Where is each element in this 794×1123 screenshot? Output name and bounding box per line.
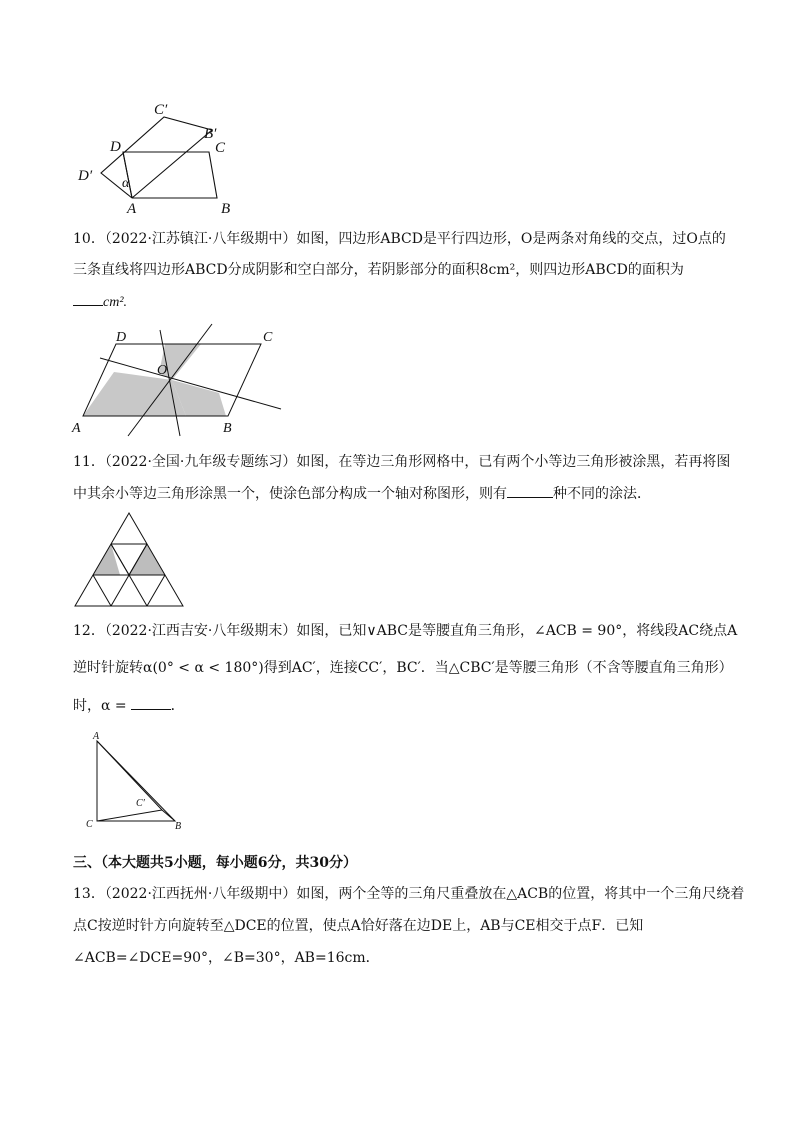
label-c: C [86,819,93,830]
q11-answer-blank[interactable] [507,483,553,498]
figure-q11 [75,512,185,608]
q12-line1: 12．（2022·江西吉安·八年级期末）如图，已知∨ABC是等腰直角三角形，∠ACB = 90°，将线段AC绕点A [73,623,738,639]
q12-answer-blank[interactable] [131,695,171,710]
label-b: B [221,201,231,217]
q11-line2-b: 种不同的涂法． [553,486,651,502]
q13-line3: ∠ACB=∠DCE=90°，∠B=30°，AB=16cm． [73,950,380,966]
label-o: O [157,363,168,378]
fig12-ac-prime [97,741,162,810]
section-3-title: 三、（本大题共5小题，每小题6分，共30分） [73,855,357,871]
label-a: A [72,421,81,436]
label-b: B [223,421,232,436]
label-a: A [93,731,100,742]
label-alpha: α [122,176,130,191]
fig9-abcd [123,152,217,198]
q11-line1: 11．（2022·全国·九年级专题练习）如图，在等边三角形网格中，已有两个小等边三角形被涂黑，若再将图 [73,454,731,470]
q11-line2 [73,483,733,504]
q10-line3 [73,291,733,313]
q13-line2: 点C按逆时针方向旋转至△DCE的位置，使点A恰好落在边DE上，AB与CE相交于点F．已知 [73,918,644,934]
fig11-shaded-left [93,544,120,575]
q11-line2-a: 中其余小等边三角形涂黑一个，使涂色部分构成一个轴对称图形，则有 [73,486,507,502]
fig12-bc-prime [162,810,175,821]
q13-line1: 13．（2022·江西抚州·八年级期中）如图，两个全等的三角尺重叠放在△ACB的位置，将其中一个三角尺绕着 [73,886,745,902]
label-b: B [175,821,182,832]
q10-unit: cm². [103,295,128,310]
q12-line3-a: 时，α = [73,698,127,714]
fig12-cc-prime [97,810,162,821]
q10-line2: 三条直线将四边形ABCD分成阴影和空白部分，若阴影部分的面积8cm²，则四边形ABCD的面积为 [73,262,684,278]
label-c: C [215,140,226,156]
label-a: A [127,201,137,217]
fig11-shaded-right [129,544,165,575]
q12-line3 [73,695,733,716]
q12-line2: 逆时针旋转α(0° < α < 180°)得到AC′，连接CC′，BC′．当△CBC′是等腰三角形（不含等腰直角三角形） [73,660,733,676]
label-c: C [263,330,273,345]
figure-q10 [68,318,308,438]
label-c-prime: C′ [154,102,168,118]
figure-q12 [82,733,192,833]
figure-q9 [70,95,250,215]
label-c-prime: C′ [136,798,145,809]
q12-line3-b: ． [170,698,185,714]
fig9-rotated [101,117,212,198]
label-d: D [116,330,127,345]
q10-answer-blank[interactable] [73,291,103,306]
q10-line1: 10．（2022·江苏镇江·八年级期中）如图，四边形ABCD是平行四边形，O是两条对角线的交点，过O点的 [73,231,726,247]
label-d: D [110,139,121,155]
label-d-prime: D′ [78,168,93,184]
label-b-prime: B′ [204,126,217,142]
